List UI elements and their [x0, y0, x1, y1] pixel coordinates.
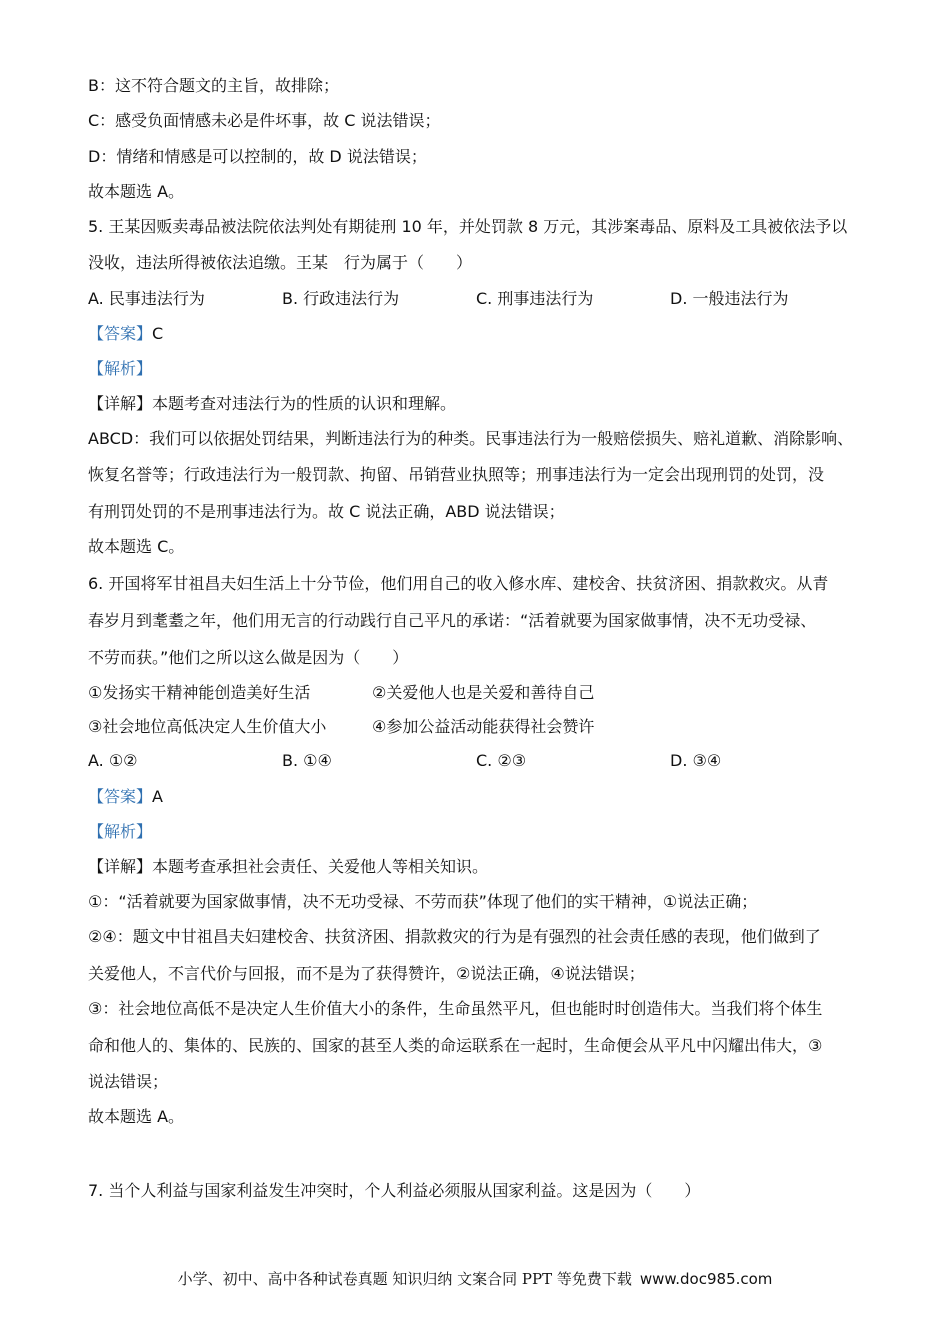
- q6-option-a: A. ①②: [88, 751, 138, 770]
- footer-text: 小学、初中、高中各种试卷真题 知识归纳 文案合同 PPT 等免费下载: [177, 1270, 632, 1288]
- q6-detail-line-2: ①：“活着就要为国家做事情，决不无功受禄、不劳而获”体现了他们的实干精神，①说法正确；: [88, 892, 758, 911]
- q6-detail-line-7: 说法错误；: [88, 1072, 169, 1091]
- q6-statement-1: ①发扬实干精神能创造美好生活: [88, 683, 311, 702]
- q6-detail-line-6: 命和他人的、集体的、民族的、国家的甚至人类的命运联系在一起时，生命便会从平凡中闪耀出伟大，③: [88, 1036, 823, 1055]
- q6-statement-2: ②关爱他人也是关爱和善待自己: [372, 683, 595, 702]
- q6-detail-line-1: 【详解】本题考查承担社会责任、关爱他人等相关知识。: [88, 857, 489, 876]
- q6-detail-line-3: ②④：题文中甘祖昌夫妇建校舍、扶贫济困、捐款救灾的行为是有强烈的社会责任感的表现，他们做到了: [88, 927, 821, 946]
- q7-stem: 7. 当个人利益与国家利益发生冲突时，个人利益必须服从国家利益。这是因为（ ）: [88, 1181, 701, 1200]
- q6-detail-line-4: 关爱他人，不言代价与回报，而不是为了获得赞许，②说法正确，④说法错误；: [88, 964, 645, 983]
- answer-value: A: [152, 787, 163, 806]
- answer-tag: 【答案】: [88, 324, 153, 343]
- q6-option-c: C. ②③: [476, 751, 527, 770]
- q5-detail-line-1: 【详解】本题考查对违法行为的性质的认识和理解。: [88, 394, 457, 413]
- q6-statement-4: ④参加公益活动能获得社会赞许: [372, 717, 595, 736]
- q6-conclusion: 故本题选 A。: [88, 1107, 185, 1126]
- page-footer: [0, 1268, 950, 1290]
- q6-statement-3: ③社会地位高低决定人生价值大小: [88, 717, 327, 736]
- q5-detail-line-4: 有刑罚处罚的不是刑事违法行为。故 C 说法正确，ABD 说法错误；: [88, 502, 565, 521]
- q5-option-a: A. 民事违法行为: [88, 289, 205, 308]
- q5-answer: [88, 323, 890, 345]
- q5-option-b: B. 行政违法行为: [282, 289, 400, 308]
- q6-answer: [88, 786, 890, 808]
- q5-analysis-tag: 【解析】: [88, 359, 153, 378]
- q6-option-d: D. ③④: [670, 751, 722, 770]
- q5-conclusion: 故本题选 C。: [88, 537, 185, 556]
- q4-conclusion: 故本题选 A。: [88, 182, 185, 201]
- q4-option-c-analysis: C：感受负面情感未必是件坏事，故 C 说法错误；: [88, 111, 441, 130]
- q4-option-d-analysis: D：情绪和情感是可以控制的，故 D 说法错误；: [88, 147, 427, 166]
- q5-stem-line-2: 没收，违法所得被依法追缴。王某 行为属于（ ）: [88, 253, 473, 272]
- q5-detail-line-3: 恢复名誉等；行政违法行为一般罚款、拘留、吊销营业执照等；刑事违法行为一定会出现刑罚的处罚，没: [88, 465, 825, 484]
- answer-value: C: [152, 324, 164, 343]
- q5-option-d: D. 一般违法行为: [670, 289, 789, 308]
- q6-stem-line-2: 春岁月到耄耋之年，他们用无言的行动践行自己平凡的承诺：“活着就要为国家做事情，决不无功受禄、: [88, 611, 817, 630]
- q6-stem-line-1: 6. 开国将军甘祖昌夫妇生活上十分节俭，他们用自己的收入修水库、建校舍、扶贫济困、捐款救灾。从青: [88, 574, 829, 593]
- q5-stem-line-1: 5. 王某因贩卖毒品被法院依法判处有期徒刑 10 年，并处罚款 8 万元，其涉案毒品、原料及工具被依法予以: [88, 217, 848, 236]
- q6-detail-line-5: ③：社会地位高低不是决定人生价值大小的条件，生命虽然平凡，但也能时时创造伟大。当我们将个体生: [88, 999, 823, 1018]
- q6-stem-line-3: 不劳而获。”他们之所以这么做是因为（ ）: [88, 648, 409, 667]
- q5-option-c: C. 刑事违法行为: [476, 289, 594, 308]
- answer-tag: 【答案】: [88, 787, 153, 806]
- q5-detail-line-2: ABCD：我们可以依据处罚结果，判断违法行为的种类。民事违法行为一般赔偿损失、赔礼道歉、消除影响、: [88, 429, 854, 448]
- footer-url[interactable]: www.doc985.com: [639, 1270, 773, 1288]
- q6-analysis-tag: 【解析】: [88, 822, 153, 841]
- q4-option-b-analysis: B：这不符合题文的主旨，故排除；: [88, 76, 339, 95]
- q6-option-b: B. ①④: [282, 751, 332, 770]
